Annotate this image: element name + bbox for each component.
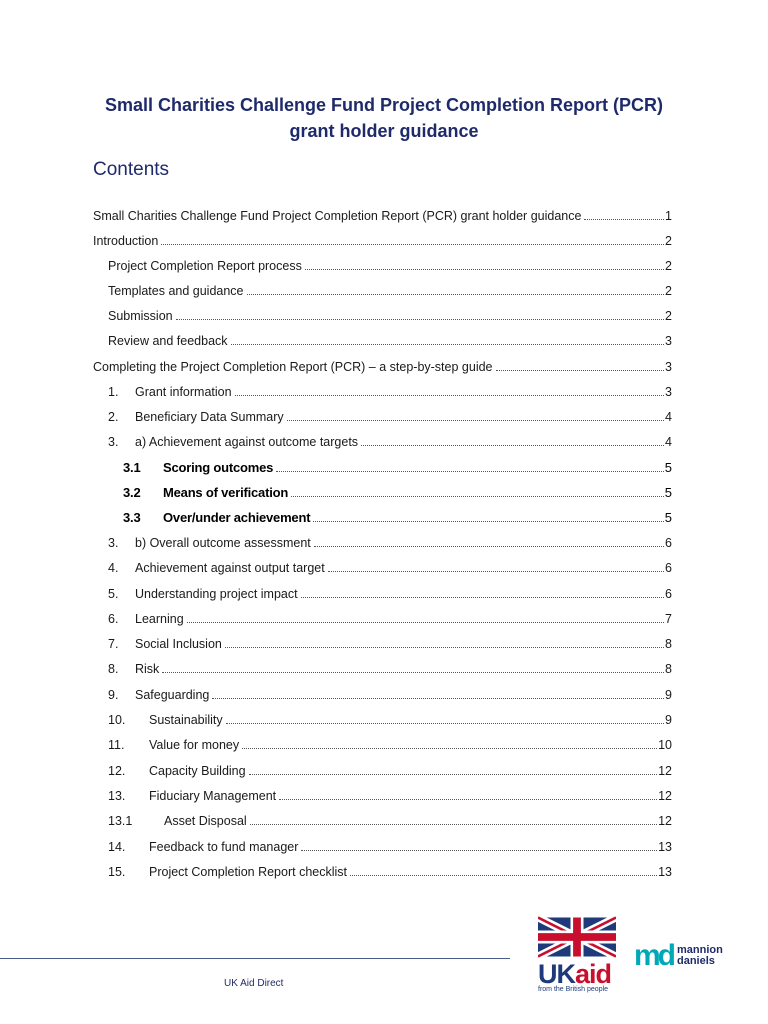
toc-entry-page: 3 <box>665 385 672 399</box>
ukaid-logo <box>538 916 620 993</box>
footer-divider <box>0 958 510 959</box>
toc-entry-label: Feedback to fund manager <box>149 840 299 854</box>
toc-entry-number: 3.2 <box>123 485 141 500</box>
toc-leader-dots <box>250 823 657 825</box>
toc-entry[interactable] <box>123 480 672 500</box>
toc-entry-page: 2 <box>665 234 672 248</box>
toc-entry-label: Risk <box>135 662 160 676</box>
toc-entry[interactable] <box>108 758 672 778</box>
toc-entry-label: a) Achievement against outcome targets <box>135 435 359 449</box>
toc-entry-page: 12 <box>658 764 672 778</box>
toc-entry-label: Review and feedback <box>108 334 228 348</box>
toc-entry-label: Means of verification <box>163 485 289 500</box>
toc-entry-label: b) Overall outcome assessment <box>135 536 311 550</box>
toc-entry-page: 5 <box>664 485 672 500</box>
toc-entry-page: 8 <box>665 637 672 651</box>
toc-entry-label: Grant information <box>135 385 232 399</box>
toc-entry-number: 4. <box>108 561 119 575</box>
toc-entry-page: 6 <box>665 536 672 550</box>
toc-entry-label: Introduction <box>93 234 159 248</box>
toc-entry-label: Beneficiary Data Summary <box>135 410 284 424</box>
toc-leader-dots <box>301 596 664 598</box>
toc-leader-dots <box>314 545 664 547</box>
toc-entry-label: Scoring outcomes <box>163 460 274 475</box>
toc-entry[interactable] <box>108 732 672 752</box>
toc-entry[interactable] <box>108 707 672 727</box>
toc-entry-page: 12 <box>658 789 672 803</box>
toc-entry[interactable] <box>108 253 672 273</box>
toc-entry[interactable] <box>108 581 672 601</box>
toc-leader-dots <box>226 722 664 724</box>
toc-entry-label: Small Charities Challenge Fund Project Completion Report (PCR) grant holder guidance <box>93 209 582 223</box>
document-title <box>60 92 708 144</box>
toc-entry-page: 6 <box>665 561 672 575</box>
toc-entry-label: Social Inclusion <box>135 637 222 651</box>
toc-entry[interactable] <box>123 455 672 475</box>
toc-entry-page: 2 <box>665 284 672 298</box>
toc-entry-label: Over/under achievement <box>163 510 311 525</box>
toc-leader-dots <box>231 343 665 345</box>
toc-entry[interactable] <box>108 429 672 449</box>
toc-entry-number: 15. <box>108 865 126 879</box>
toc-entry-number: 3. <box>108 435 119 449</box>
toc-entry[interactable] <box>108 530 672 550</box>
toc-entry[interactable] <box>108 682 672 702</box>
toc-entry-number: 5. <box>108 587 119 601</box>
document-title-line2: grant holder guidance <box>289 121 479 141</box>
toc-leader-dots <box>584 218 664 220</box>
toc-leader-dots <box>235 394 664 396</box>
toc-entry-page: 13 <box>658 840 672 854</box>
toc-entry-page: 2 <box>665 259 672 273</box>
toc-leader-dots <box>176 318 664 320</box>
contents-heading: Contents <box>93 159 170 180</box>
ukaid-tagline: from the British people <box>538 986 609 993</box>
toc-entry-page: 4 <box>665 435 672 449</box>
toc-entry-page: 3 <box>665 334 672 348</box>
toc-entry-number: 11. <box>108 738 125 752</box>
toc-entry-number: 12. <box>108 764 126 778</box>
toc-leader-dots <box>187 621 664 623</box>
toc-entry[interactable] <box>108 303 672 323</box>
toc-leader-dots <box>276 470 664 472</box>
footer-text: UK Aid Direct <box>224 978 284 989</box>
toc-leader-dots <box>305 268 664 270</box>
toc-entry-page: 6 <box>665 587 672 601</box>
toc-leader-dots <box>328 570 664 572</box>
toc-leader-dots <box>287 419 664 421</box>
toc-entry-page: 8 <box>665 662 672 676</box>
toc-entry[interactable] <box>108 328 672 348</box>
toc-entry-number: 3. <box>108 536 119 550</box>
toc-entry[interactable] <box>108 808 672 828</box>
toc-entry-label: Asset Disposal <box>164 814 247 828</box>
toc-entry-page: 12 <box>658 814 672 828</box>
document-title-line1: Small Charities Challenge Fund Project Completion Report (PCR) <box>104 95 664 115</box>
toc-entry-label: Templates and guidance <box>108 284 244 298</box>
toc-entry[interactable] <box>93 228 672 248</box>
toc-entry-number: 10. <box>108 713 126 727</box>
mannion-daniels-logo <box>634 939 723 972</box>
toc-entry-label: Project Completion Report process <box>108 259 302 273</box>
toc-entry[interactable] <box>108 278 672 298</box>
toc-entry-number: 2. <box>108 410 119 424</box>
toc-entry-label: Sustainability <box>149 713 223 727</box>
toc-entry-number: 3.3 <box>123 510 141 525</box>
toc-entry[interactable] <box>108 404 672 424</box>
md-mark: md <box>634 939 673 972</box>
toc-entry[interactable] <box>108 783 672 803</box>
toc-leader-dots <box>496 369 665 371</box>
toc-entry-label: Fiduciary Management <box>149 789 277 803</box>
union-flag-icon <box>538 916 616 958</box>
md-wordmark: mannion daniels <box>677 944 723 967</box>
toc-leader-dots <box>291 495 664 497</box>
toc-entry-number: 1. <box>108 385 119 399</box>
toc-leader-dots <box>225 646 664 648</box>
toc-entry-page: 9 <box>665 713 672 727</box>
toc-entry[interactable] <box>108 834 672 854</box>
toc-entry[interactable] <box>108 859 672 879</box>
toc-leader-dots <box>301 849 657 851</box>
toc-entry-number: 9. <box>108 688 119 702</box>
toc-entry-label: Achievement against output target <box>135 561 325 575</box>
toc-entry-page: 10 <box>658 738 672 752</box>
toc-entry[interactable] <box>93 354 672 374</box>
toc-entry-label: Capacity Building <box>149 764 246 778</box>
toc-entry-label: Project Completion Report checklist <box>149 865 347 879</box>
toc-entry-label: Learning <box>135 612 184 626</box>
toc-leader-dots <box>162 671 664 673</box>
toc-entry[interactable] <box>108 606 672 626</box>
toc-leader-dots <box>242 747 657 749</box>
toc-entry-page: 2 <box>665 309 672 323</box>
toc-entry-label: Understanding project impact <box>135 587 298 601</box>
toc-entry-label: Safeguarding <box>135 688 210 702</box>
toc-leader-dots <box>247 293 665 295</box>
toc-leader-dots <box>279 798 657 800</box>
toc-entry[interactable] <box>108 656 672 676</box>
toc-entry-label: Value for money <box>149 738 240 752</box>
toc-entry-page: 5 <box>664 510 672 525</box>
toc-entry-page: 7 <box>665 612 672 626</box>
toc-leader-dots <box>249 773 658 775</box>
toc-entry-number: 3.1 <box>123 460 141 475</box>
toc-entry-page: 13 <box>658 865 672 879</box>
toc-leader-dots <box>350 874 657 876</box>
toc-entry-label: Completing the Project Completion Report (PCR) – a step-by-step guide <box>93 360 493 374</box>
toc-entry-page: 9 <box>665 688 672 702</box>
toc-entry-page: 4 <box>665 410 672 424</box>
toc-entry[interactable] <box>123 505 672 525</box>
toc-entry-number: 8. <box>108 662 119 676</box>
toc-entry[interactable] <box>93 203 672 223</box>
toc-leader-dots <box>361 444 664 446</box>
toc-entry-page: 5 <box>664 460 672 475</box>
toc-leader-dots <box>161 243 664 245</box>
toc-entry-number: 13. <box>108 789 126 803</box>
toc-entry-number: 13.1 <box>108 814 133 828</box>
toc-entry[interactable] <box>108 379 672 399</box>
toc-entry-number: 14. <box>108 840 126 854</box>
toc-leader-dots <box>313 520 663 522</box>
toc-entry-number: 7. <box>108 637 119 651</box>
toc-entry[interactable] <box>108 631 672 651</box>
toc-entry[interactable] <box>108 555 672 575</box>
toc-leader-dots <box>212 697 664 699</box>
toc-entry-page: 1 <box>665 209 672 223</box>
toc-entry-number: 6. <box>108 612 119 626</box>
toc-entry-label: Submission <box>108 309 173 323</box>
ukaid-wordmark: UKaid <box>538 959 612 989</box>
toc-entry-page: 3 <box>665 360 672 374</box>
